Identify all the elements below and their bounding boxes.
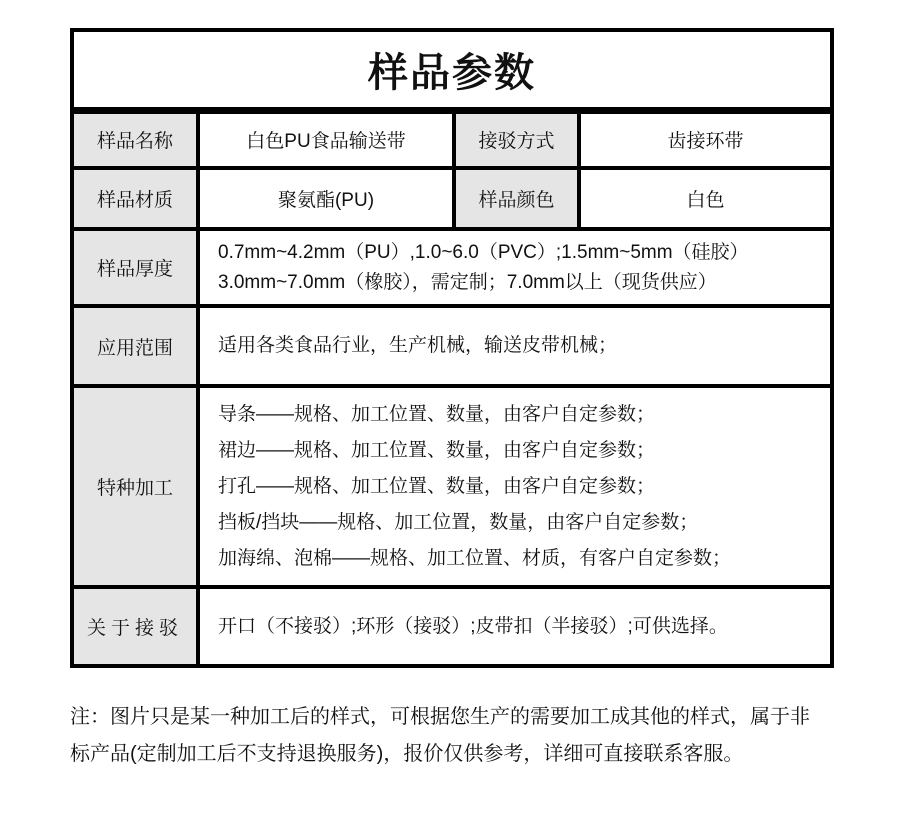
note-line-2: 标产品(定制加工后不支持退换服务)，报价仅供参考，详细可直接联系客服。 bbox=[70, 743, 744, 765]
special-line-guide-strip: 导条——规格、加工位置、数量，由客户自定参数； bbox=[218, 403, 656, 425]
spec-table bbox=[70, 28, 834, 668]
value-sample-name: 白色PU食品输送带 bbox=[198, 110, 454, 168]
label-about-joint: 关于接驳 bbox=[72, 587, 198, 666]
table-row bbox=[72, 386, 832, 587]
value-application-range bbox=[198, 306, 832, 386]
special-line-baffle: 挡板/挡块——规格、加工位置，数量，由客户自定参数； bbox=[218, 511, 699, 533]
value-sample-material: 聚氨酯(PU) bbox=[198, 168, 454, 229]
table-row bbox=[72, 168, 832, 229]
label-special-processing: 特种加工 bbox=[72, 386, 198, 587]
special-line-punching: 打孔——规格、加工位置、数量，由客户自定参数； bbox=[218, 475, 656, 497]
table-row bbox=[72, 306, 832, 386]
label-sample-material: 样品材质 bbox=[72, 168, 198, 229]
title-row bbox=[72, 30, 832, 110]
value-joint-method: 齿接环带 bbox=[579, 110, 832, 168]
label-sample-color: 样品颜色 bbox=[454, 168, 579, 229]
special-line-sponge: 加海绵、泡棉——规格、加工位置、材质，有客户自定参数； bbox=[218, 547, 732, 569]
label-sample-name: 样品名称 bbox=[72, 110, 198, 168]
application-line: 适用各类食品行业，生产机械，输送皮带机械； bbox=[218, 335, 618, 356]
note-line-1: 注：图片只是某一种加工后的样式，可根据您生产的需要加工成其他的样式，属于非 bbox=[70, 706, 810, 728]
bottom-note bbox=[70, 699, 810, 773]
value-special-processing bbox=[198, 386, 832, 587]
special-line-skirt: 裙边——规格、加工位置、数量，由客户自定参数； bbox=[218, 439, 656, 461]
joint-line: 开口（不接驳）;环形（接驳）;皮带扣（半接驳）;可供选择。 bbox=[218, 615, 728, 637]
value-sample-color: 白色 bbox=[579, 168, 832, 229]
label-application-range: 应用范围 bbox=[72, 306, 198, 386]
thickness-line-2: 3.0mm~7.0mm（橡胶），需定制；7.0mm以上（现货供应） bbox=[218, 271, 717, 293]
page-title: 样品参数 bbox=[72, 30, 832, 110]
label-sample-thickness: 样品厚度 bbox=[72, 229, 198, 306]
table-row bbox=[72, 110, 832, 168]
value-about-joint bbox=[198, 587, 832, 666]
table-row bbox=[72, 229, 832, 306]
value-sample-thickness bbox=[198, 229, 832, 306]
label-joint-method: 接驳方式 bbox=[454, 110, 579, 168]
thickness-line-1: 0.7mm~4.2mm（PU）,1.0~6.0（PVC）;1.5mm~5mm（硅胶） bbox=[218, 241, 749, 263]
table-row bbox=[72, 587, 832, 666]
